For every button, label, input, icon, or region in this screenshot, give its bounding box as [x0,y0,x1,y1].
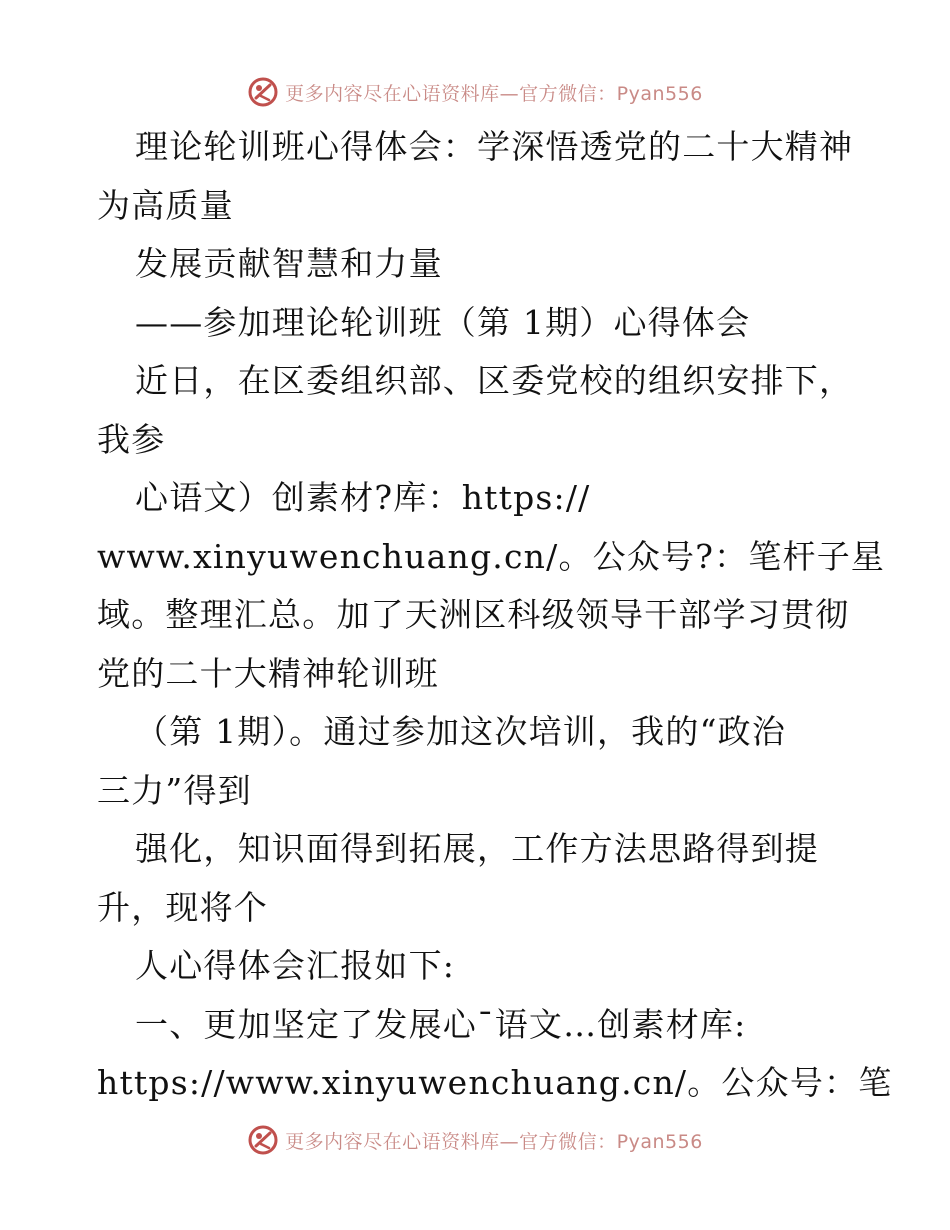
paragraph-line: 域。整理汇总。加了天洲区科级领导干部学习贯彻 [97,595,850,634]
paragraph-line: 党的二十大精神轮训班 [97,653,439,693]
header-watermark-banner [0,72,950,112]
footer-watermark-banner [0,1120,950,1160]
document-body [97,118,893,1113]
paragraph-line: 近日，在区委组织部、区委党校的组织安排下， [135,361,854,400]
paragraph-line: 心语文）创素材?库：https:// [135,478,591,517]
paragraph-line: 强化，知识面得到拓展，工作方法思路得到提 [135,829,819,868]
doc-subtitle-line: 发展贡献智慧和力量 [135,244,443,283]
doc-title-continued: 为高质量 [97,185,234,225]
brand-logo-icon [247,76,279,108]
paragraph-line: 升，现将个 [97,887,268,927]
paragraph-line: www.xinyuwenchuang.cn/。公众号?：笔杆子星 [97,536,886,576]
paragraph-line: 三力”得到 [97,770,252,810]
doc-title-line: 理论轮训班心得体会：学深悟透党的二十大精神 [135,127,854,166]
section-heading-line: 一、更加坚定了发展心¯语文…创素材库: [135,1004,747,1044]
paragraph-line: 我参 [97,419,166,459]
doc-subheading: ——参加理论轮训班（第 1期）心得体会 [135,302,751,342]
paragraph-line: https://www.xinyuwenchuang.cn/。公众号：笔 [97,1063,893,1102]
paragraph-line: 人心得体会汇报如下: [135,946,456,985]
paragraph-line: （第 1期）。通过参加这次培训，我的“政治 [135,712,787,751]
watermark-text: 更多内容尽在心语资料库—官方微信：Pyan556 [285,1130,703,1153]
watermark-text: 更多内容尽在心语资料库—官方微信：Pyan556 [285,82,703,105]
brand-logo-icon [247,1124,279,1156]
